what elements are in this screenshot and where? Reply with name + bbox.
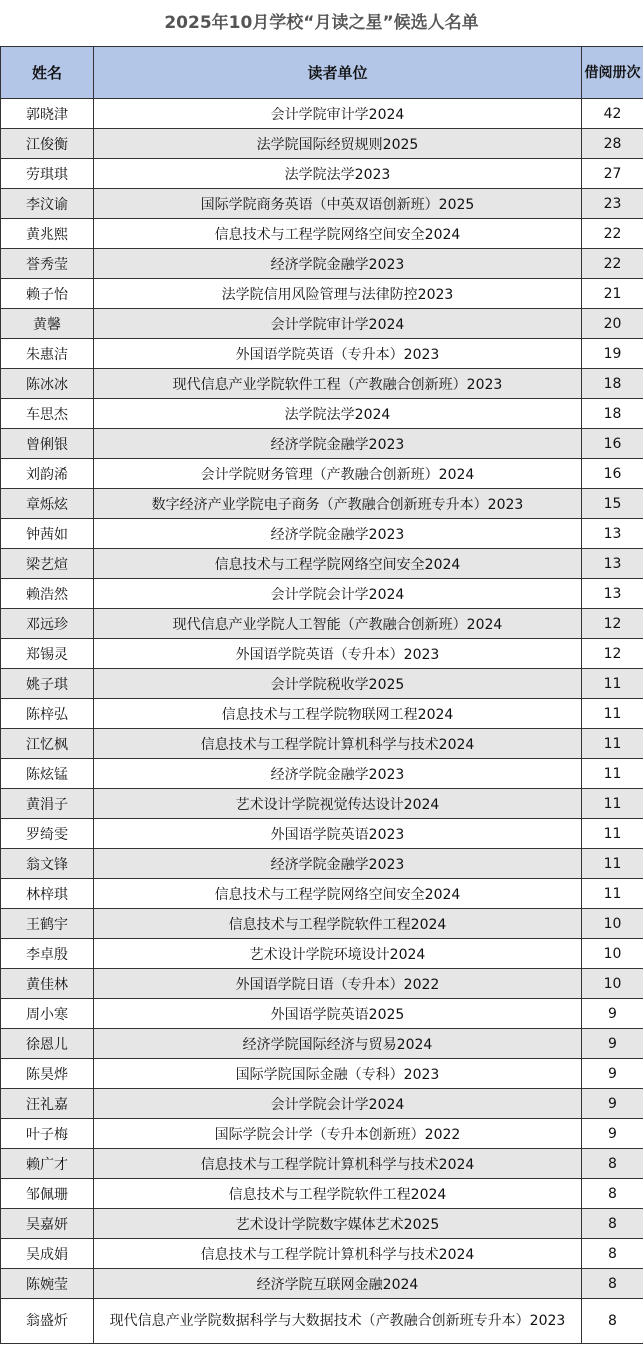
cell-count: 16: [582, 459, 643, 489]
cell-unit: 经济学院金融学2023: [94, 429, 582, 459]
cell-name: 徐恩儿: [1, 1029, 94, 1059]
cell-count: 28: [582, 129, 643, 159]
cell-name: 姚子琪: [1, 669, 94, 699]
table-row: [1, 1089, 643, 1119]
table-row: [1, 1059, 643, 1089]
table-row: [1, 489, 643, 519]
cell-name: 黄佳林: [1, 969, 94, 999]
cell-unit: 外国语学院英语（专升本）2023: [94, 339, 582, 369]
cell-name: 誉秀莹: [1, 249, 94, 279]
cell-count: 18: [582, 369, 643, 399]
cell-name: 黄涓子: [1, 789, 94, 819]
cell-name: 陈梓弘: [1, 699, 94, 729]
table-row: [1, 1209, 643, 1239]
cell-unit: 国际学院国际金融（专科）2023: [94, 1059, 582, 1089]
cell-name: 陈婉莹: [1, 1269, 94, 1299]
cell-unit: 信息技术与工程学院计算机科学与技术2024: [94, 1149, 582, 1179]
cell-unit: 法学院信用风险管理与法律防控2023: [94, 279, 582, 309]
cell-name: 江俊衡: [1, 129, 94, 159]
table-header-row: [1, 47, 643, 99]
cell-unit: 法学院国际经贸规则2025: [94, 129, 582, 159]
table-row: [1, 159, 643, 189]
cell-count: 9: [582, 1119, 643, 1149]
cell-unit: 信息技术与工程学院物联网工程2024: [94, 699, 582, 729]
cell-unit: 会计学院审计学2024: [94, 309, 582, 339]
cell-unit: 艺术设计学院数字媒体艺术2025: [94, 1209, 582, 1239]
table-row: [1, 549, 643, 579]
page-title: 2025年10月学校“月读之星”候选人名单: [0, 0, 643, 46]
cell-count: 13: [582, 519, 643, 549]
cell-unit: 会计学院审计学2024: [94, 99, 582, 129]
cell-name: 吴嘉妍: [1, 1209, 94, 1239]
table-row: [1, 819, 643, 849]
cell-name: 劳琪琪: [1, 159, 94, 189]
table-row: [1, 909, 643, 939]
cell-name: 钟茜如: [1, 519, 94, 549]
cell-unit: 会计学院会计学2024: [94, 579, 582, 609]
cell-count: 12: [582, 609, 643, 639]
cell-count: 10: [582, 909, 643, 939]
cell-unit: 外国语学院英语2025: [94, 999, 582, 1029]
cell-unit: 信息技术与工程学院网络空间安全2024: [94, 219, 582, 249]
cell-count: 11: [582, 759, 643, 789]
cell-name: 陈炫锰: [1, 759, 94, 789]
cell-unit: 数字经济产业学院电子商务（产教融合创新班专升本）2023: [94, 489, 582, 519]
table-row: [1, 939, 643, 969]
table-row: [1, 219, 643, 249]
table-row: [1, 369, 643, 399]
header-unit: 读者单位: [94, 47, 582, 99]
cell-count: 10: [582, 969, 643, 999]
cell-unit: 国际学院商务英语（中英双语创新班）2025: [94, 189, 582, 219]
cell-name: 邹佩珊: [1, 1179, 94, 1209]
table-row: [1, 1239, 643, 1269]
table-row: [1, 429, 643, 459]
cell-count: 23: [582, 189, 643, 219]
cell-count: 11: [582, 819, 643, 849]
table-row: [1, 1179, 643, 1209]
cell-count: 18: [582, 399, 643, 429]
table-row: [1, 189, 643, 219]
cell-name: 李卓殷: [1, 939, 94, 969]
table-row: [1, 1149, 643, 1179]
table-row: [1, 759, 643, 789]
cell-count: 22: [582, 249, 643, 279]
cell-count: 11: [582, 789, 643, 819]
table-row: [1, 1269, 643, 1299]
cell-name: 郭晓津: [1, 99, 94, 129]
cell-unit: 经济学院互联网金融2024: [94, 1269, 582, 1299]
cell-name: 陈冰冰: [1, 369, 94, 399]
cell-name: 叶子梅: [1, 1119, 94, 1149]
cell-name: 李汶谕: [1, 189, 94, 219]
table-row: [1, 669, 643, 699]
cell-name: 章烁炫: [1, 489, 94, 519]
cell-unit: 信息技术与工程学院软件工程2024: [94, 1179, 582, 1209]
cell-count: 8: [582, 1269, 643, 1299]
cell-name: 曾俐银: [1, 429, 94, 459]
cell-name: 王鹤宇: [1, 909, 94, 939]
table-row: [1, 699, 643, 729]
table-row: [1, 729, 643, 759]
cell-unit: 经济学院金融学2023: [94, 249, 582, 279]
cell-unit: 现代信息产业学院软件工程（产教融合创新班）2023: [94, 369, 582, 399]
cell-unit: 外国语学院英语2023: [94, 819, 582, 849]
table-row: [1, 579, 643, 609]
candidate-table: [0, 46, 643, 1344]
cell-count: 9: [582, 1029, 643, 1059]
cell-count: 11: [582, 699, 643, 729]
cell-name: 罗绮雯: [1, 819, 94, 849]
cell-count: 9: [582, 999, 643, 1029]
table-body: [1, 99, 643, 1344]
cell-count: 13: [582, 549, 643, 579]
table-row: [1, 399, 643, 429]
header-name: 姓名: [1, 47, 94, 99]
cell-count: 16: [582, 429, 643, 459]
cell-count: 8: [582, 1179, 643, 1209]
cell-name: 赖浩然: [1, 579, 94, 609]
table-row: [1, 969, 643, 999]
cell-name: 刘韵浠: [1, 459, 94, 489]
table-row: [1, 519, 643, 549]
table-row: [1, 1119, 643, 1149]
cell-name: 江忆枫: [1, 729, 94, 759]
cell-count: 20: [582, 309, 643, 339]
cell-unit: 经济学院金融学2023: [94, 759, 582, 789]
table-row: [1, 339, 643, 369]
table-row: [1, 879, 643, 909]
cell-count: 8: [582, 1209, 643, 1239]
cell-unit: 经济学院金融学2023: [94, 849, 582, 879]
cell-count: 8: [582, 1299, 643, 1344]
cell-unit: 经济学院国际经济与贸易2024: [94, 1029, 582, 1059]
cell-count: 11: [582, 669, 643, 699]
cell-name: 陈昊烨: [1, 1059, 94, 1089]
cell-unit: 信息技术与工程学院软件工程2024: [94, 909, 582, 939]
cell-unit: 现代信息产业学院人工智能（产教融合创新班）2024: [94, 609, 582, 639]
table-row: [1, 99, 643, 129]
cell-count: 15: [582, 489, 643, 519]
cell-name: 车思杰: [1, 399, 94, 429]
cell-unit: 法学院法学2024: [94, 399, 582, 429]
cell-count: 21: [582, 279, 643, 309]
table-row: [1, 609, 643, 639]
cell-name: 赖广才: [1, 1149, 94, 1179]
cell-unit: 信息技术与工程学院计算机科学与技术2024: [94, 1239, 582, 1269]
table-row: [1, 459, 643, 489]
table-row: [1, 639, 643, 669]
table-row: [1, 1029, 643, 1059]
cell-name: 林梓琪: [1, 879, 94, 909]
cell-unit: 外国语学院英语（专升本）2023: [94, 639, 582, 669]
cell-count: 22: [582, 219, 643, 249]
cell-unit: 法学院法学2023: [94, 159, 582, 189]
cell-unit: 艺术设计学院视觉传达设计2024: [94, 789, 582, 819]
table-row: [1, 249, 643, 279]
cell-count: 8: [582, 1149, 643, 1179]
table-row: [1, 309, 643, 339]
cell-count: 12: [582, 639, 643, 669]
cell-unit: 信息技术与工程学院网络空间安全2024: [94, 879, 582, 909]
cell-unit: 外国语学院日语（专升本）2022: [94, 969, 582, 999]
cell-count: 11: [582, 729, 643, 759]
table-row: [1, 129, 643, 159]
cell-name: 周小寒: [1, 999, 94, 1029]
cell-count: 8: [582, 1239, 643, 1269]
cell-name: 翁文锋: [1, 849, 94, 879]
cell-name: 黄馨: [1, 309, 94, 339]
cell-unit: 信息技术与工程学院网络空间安全2024: [94, 549, 582, 579]
cell-count: 11: [582, 879, 643, 909]
cell-unit: 现代信息产业学院数据科学与大数据技术（产教融合创新班专升本）2023: [94, 1299, 582, 1344]
table-row: [1, 1299, 643, 1344]
cell-count: 13: [582, 579, 643, 609]
cell-name: 朱惠洁: [1, 339, 94, 369]
cell-unit: 经济学院金融学2023: [94, 519, 582, 549]
cell-name: 汪礼嘉: [1, 1089, 94, 1119]
cell-name: 吴成娟: [1, 1239, 94, 1269]
cell-name: 赖子怡: [1, 279, 94, 309]
cell-count: 27: [582, 159, 643, 189]
cell-count: 42: [582, 99, 643, 129]
cell-count: 19: [582, 339, 643, 369]
cell-count: 9: [582, 1089, 643, 1119]
cell-count: 10: [582, 939, 643, 969]
table-row: [1, 279, 643, 309]
cell-name: 郑锡灵: [1, 639, 94, 669]
table-row: [1, 999, 643, 1029]
cell-unit: 会计学院税收学2025: [94, 669, 582, 699]
table-row: [1, 789, 643, 819]
cell-unit: 艺术设计学院环境设计2024: [94, 939, 582, 969]
table-row: [1, 849, 643, 879]
cell-name: 邓远珍: [1, 609, 94, 639]
cell-name: 黄兆熙: [1, 219, 94, 249]
cell-unit: 信息技术与工程学院计算机科学与技术2024: [94, 729, 582, 759]
cell-name: 翁盛炘: [1, 1299, 94, 1344]
cell-unit: 会计学院财务管理（产教融合创新班）2024: [94, 459, 582, 489]
cell-name: 梁艺煊: [1, 549, 94, 579]
cell-unit: 国际学院会计学（专升本创新班）2022: [94, 1119, 582, 1149]
cell-count: 9: [582, 1059, 643, 1089]
cell-count: 11: [582, 849, 643, 879]
cell-unit: 会计学院会计学2024: [94, 1089, 582, 1119]
header-count: 借阅册次: [582, 47, 643, 99]
